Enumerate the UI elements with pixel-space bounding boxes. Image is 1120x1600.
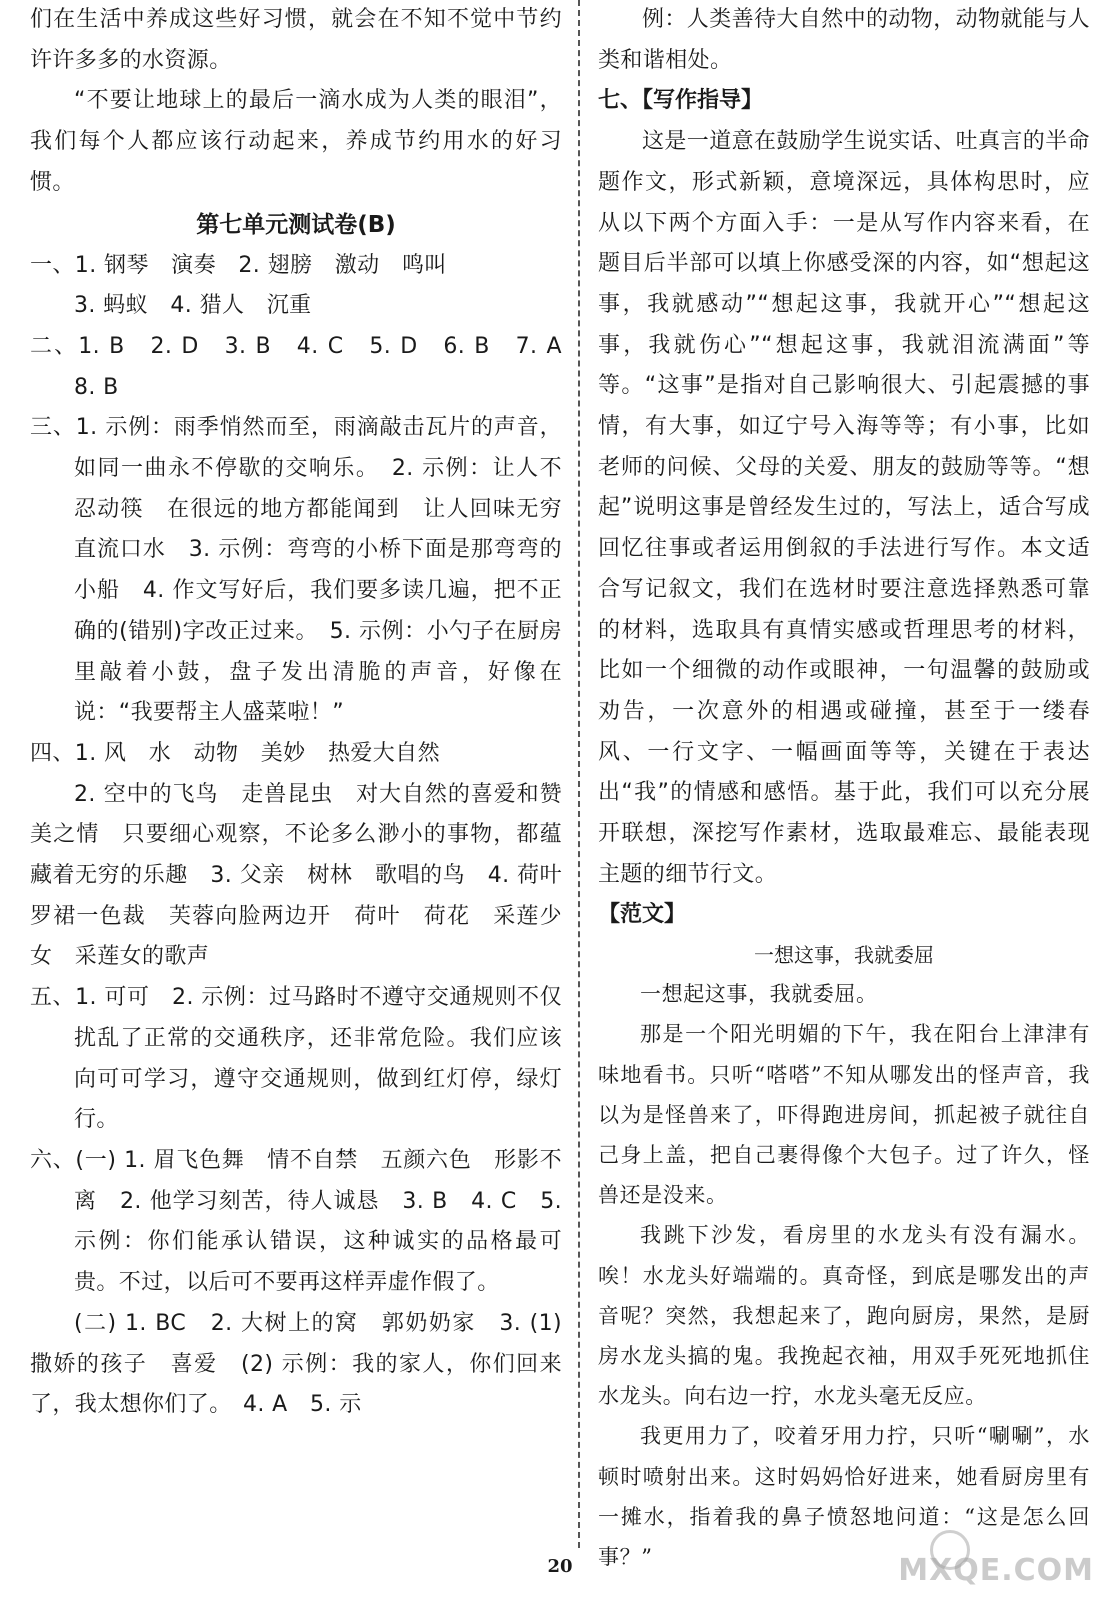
left-line-1: “不要让地球上的最后一滴水成为人类的眼泪”，我们每个人都应该行动起来，养成节约用水的好习惯。	[30, 88, 562, 195]
essay-paragraph-1: 一想起这事，我就委屈。	[640, 982, 878, 1007]
answer-6: 六、(一) 1. 眉飞色舞 情不自禁 五颜六色 形影不离 2. 他学习刻苦，待人诚恳 3. B 4. C 5. 示例：你们能承认错误，这种诚实的品格最可贵。不过，以后可不要再这样弄虚作假了。	[30, 1147, 562, 1296]
right-line-0: 例：人类善待大自然中的动物，动物就能与人类和谐相处。	[598, 7, 1091, 73]
essay-paragraph-2: 那是一个阳光明媚的下午，我在阳台上津津有味地看书。只听“嗒嗒”不知从哪发出的怪声音，我以为是怪兽来了，吓得跑进房间，抓起被子就往自己身上盖，把自己裹得像个大包子。过了许久，怪兽还是没来。	[598, 1022, 1090, 1208]
essay-title: 一想这事，我就委屈	[754, 943, 934, 968]
answer-3: 三、1. 示例：雨季悄然而至，雨滴敲击瓦片的声音，如同一曲永不停歇的交响乐。 2. 示例：让人不忍动筷 在很远的地方都能闻到 让人回味无穷 直流口水 3. 示例：弯弯的小桥下面是那弯弯的小船 4. 作文写好后，我们要多读几遍，把不正确的(错别)字改正过来。 5. 示例：小勺子在厨房里敲着小鼓，盘子发出清脆的声音，好像在说：“我要帮主人盛菜啦！”	[30, 415, 585, 726]
left-column	[30, 0, 585, 1426]
left-line-0: 们在生活中养成这些好习惯，就会在不知不觉中节约许许多多的水资源。	[30, 7, 562, 73]
answer-6-part2: (二) 1. BC 2. 大树上的窝 郭奶奶家 3. (1) 撒娇的孩子 喜爱 (2) 示例：我的家人，你们回来了，我太想你们了。 4. A 5. 示	[30, 1310, 562, 1418]
essay-paragraph-4: 我更用力了，咬着牙用力拧，只听“唰唰”，水顿时喷射出来。这时妈妈恰好进来，她看厨房里有一摊水，指着我的鼻子愤怒地问道：“这是怎么回事？”	[598, 1424, 1090, 1570]
watermark-text: MXQE.COM	[898, 1553, 1094, 1588]
answer-2: 二、1. B 2. D 3. B 4. C 5. D 6. B 7. A 8. B	[30, 333, 585, 400]
page-number: 20	[547, 1556, 573, 1577]
answer-4: 四、1. 风 水 动物 美妙 热爱大自然	[30, 740, 440, 766]
essay-paragraph-3: 我跳下沙发，看房里的水龙头有没有漏水。唉！水龙头好端端的。真奇怪，到底是哪发出的声音呢？突然，我想起来了，跑向厨房，果然，是厨房水龙头搞的鬼。我挽起衣袖，用双手死死地抓住水龙头。向右边一拧，水龙头毫无反应。	[598, 1223, 1090, 1409]
answer-4-cont: 2. 空中的飞鸟 走兽昆虫 对大自然的喜爱和赞美之情 只要细心观察，不论多么渺小的事物，都蕴藏着无穷的乐趣 3. 父亲 树林 歌唱的鸟 4. 荷叶罗裙一色裁 芙蓉向脸两边开 荷叶 荷花 采莲少女 采莲女的歌声	[30, 781, 562, 970]
unit-title: 第七单元测试卷(B)	[196, 211, 396, 238]
column-divider	[578, 0, 580, 1548]
writing-guidance: 这是一道意在鼓励学生说实话、吐真言的半命题作文，形式新颖，意境深远，具体构思时，应从以下两个方面入手：一是从写作内容来看，在题目后半部可以填上你感受深的内容，如“想起这事，我就感动”“想起这事，我就开心”“想起这事，我就伤心”“想起这事，我就泪流满面”等等。“这事”是指对自己影响很大、引起震撼的事情，有大事，如辽宁号入海等等；有小事，比如老师的问候、父母的关爱、朋友的鼓励等等。“想起”说明这事是曾经发生过的，写法上，适合写成回忆往事或者运用倒叙的手法进行写作。本文适合写记叙文，我们在选材时要注意选择熟悉可靠的材料，选取具有真情实感或哲理思考的材料，比如一个细微的动作或眼神，一句温馨的鼓励或劝告，一次意外的相遇或碰撞，甚至于一缕春风、一行文字、一幅画面等等，关键在于表达出“我”的情感和感悟。基于此，我们可以充分展开联想，深挖写作素材，选取最难忘、最能表现主题的细节行文。	[598, 129, 1091, 887]
section-7-title: 七、【写作指导】	[598, 88, 764, 114]
model-essay-label: 【范文】	[598, 902, 687, 928]
right-column	[598, 0, 1090, 1577]
answer-1-cont: 3. 蚂蚁 4. 猎人 沉重	[74, 293, 312, 319]
answer-1: 一、1. 钢琴 演奏 2. 翅膀 激动 鸣叫	[30, 252, 447, 278]
watermark	[898, 1530, 1098, 1592]
answer-5: 五、1. 可可 2. 示例：过马路时不遵守交通规则不仅扰乱了正常的交通秩序，还非常危险。我们应该向可可学习，遵守交通规则，做到红灯停，绿灯行。	[30, 985, 562, 1133]
